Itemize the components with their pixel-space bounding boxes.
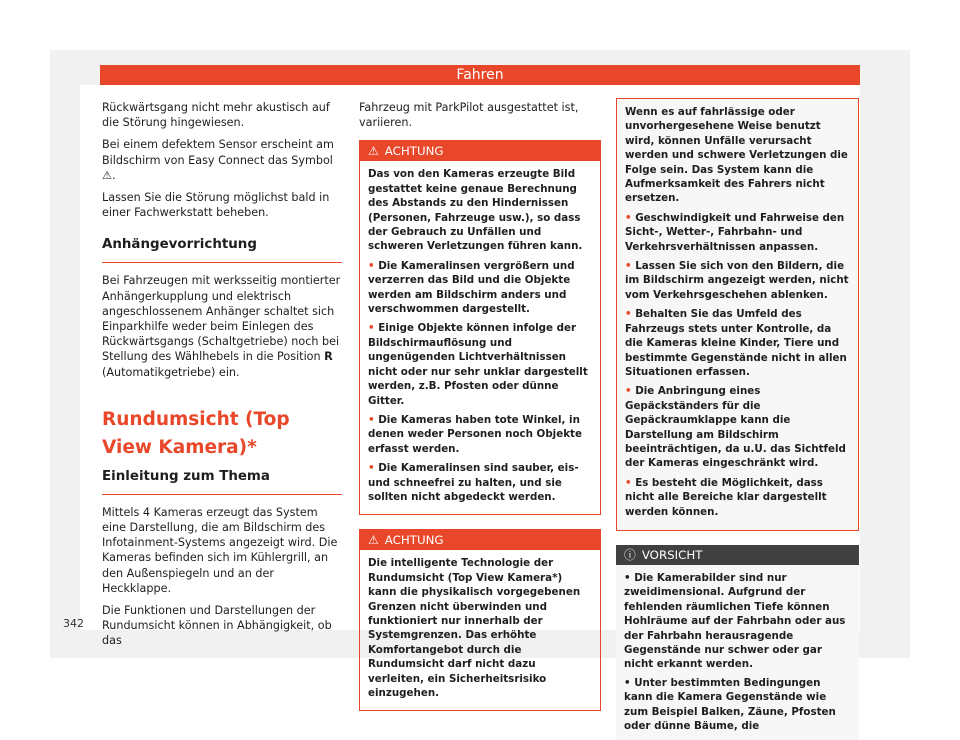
warning-box-header — [360, 530, 600, 550]
warning-continuation-box — [616, 98, 859, 531]
paragraph: Die Funktionen und Darstellungen der Rundumsicht können in Abhängigkeit, ob das — [102, 604, 332, 648]
caution-box-body — [616, 565, 859, 740]
list-item-text: Es besteht die Möglichkeit, dass nicht alle Bereiche klar dargestellt werden können. — [625, 476, 827, 518]
bullet-icon: • — [625, 211, 632, 224]
list-item — [624, 676, 851, 734]
list-item — [368, 321, 592, 407]
warning-title: ACHTUNG — [384, 533, 444, 548]
paragraph-trailer — [102, 273, 342, 379]
list-item-text: Behalten Sie das Umfeld des Fahrzeugs stets unter Kontrolle, da die Kameras kleine Kinder, Tiere und bestimmte Gegenstände nicht in allen Situationen erfassen. — [625, 308, 847, 378]
bullet-icon: • — [625, 308, 632, 321]
list-item — [368, 259, 592, 317]
list-item-text: Unter bestimmten Bedingungen kann die Kamera Gegenstände wie zum Beispiel Balken, Zäune, Pfosten oder dünne Bäume, die — [624, 676, 836, 733]
warning-triangle-icon: ⚠ — [368, 533, 379, 548]
column-left — [102, 100, 342, 656]
paragraph: Mittels 4 Kameras erzeugt das System eine Darstellung, die am Bildschirm des Infotainment-Systems angezeigt wird. Die Kameras befinden sich im Kühlergrill, an den Außenspiegeln und an der Heckklappe. — [102, 505, 338, 595]
caution-box-header — [616, 545, 859, 565]
warning-box — [359, 529, 601, 711]
list-item — [625, 307, 850, 379]
warning-intro: Wenn es auf fahrlässige oder unvorhergesehene Weise benutzt wird, können Unfälle verursacht werden und schwere Verletzungen die Folge sein. Das System kann die Aufmerksamkeit des Fahrers nicht ersetzen. — [625, 106, 848, 205]
bullet-icon: • — [625, 385, 632, 398]
caution-box — [616, 545, 859, 740]
trailer-heading-block — [102, 236, 342, 263]
warning-box-header — [360, 141, 600, 161]
paragraph-text: (Automatikgetriebe) ein. — [102, 365, 240, 379]
paragraph: Rückwärtsgang nicht mehr akustisch auf die Störung hingewiesen. — [102, 101, 330, 130]
paragraph: Fahrzeug mit ParkPilot ausgestattet ist, variieren. — [359, 101, 579, 130]
list-item-text: Einige Objekte können infolge der Bildschirmauflösung und ungenügenden Lichtverhältnissen nicht oder nur sehr unklar dargestellt werden, z.B. Pfosten oder dünne Gitter. — [368, 322, 588, 407]
list-item-text: Die Kameras haben tote Winkel, in denen weder Personen noch Objekte erfasst werden. — [368, 413, 582, 455]
list-item-text: Lassen Sie sich von den Bildern, die im Bildschirm angezeigt werden, nicht vom Verkehrsgeschehen ablenken. — [625, 260, 849, 301]
list-item-text: Die Kameralinsen sind sauber, eis- und schneefrei zu halten, und sie sollten nicht abgedeckt werden. — [368, 462, 579, 503]
bullet-icon: • — [625, 476, 632, 489]
heading-top-view: Rundumsicht (Top View Kamera)* — [102, 408, 290, 458]
bullet-icon: • — [624, 676, 631, 689]
bullet-icon: • — [368, 413, 375, 426]
bullet-icon: • — [368, 462, 375, 475]
list-item-text: Die Kameralinsen vergrößern und verzerren das Bild und die Objekte werden am Bildschirm anders und verschwommen dargestellt. — [368, 259, 575, 316]
paragraph-text: Bei Fahrzeugen mit werksseitig montierter Anhängerkupplung und elektrisch angeschlossenem Anhänger schaltet sich Einparkhilfe weder beim Einlegen des Rückwärtsgangs (Schaltgetriebe) noch bei Stellung des Wählhebels in die Position — [102, 274, 341, 364]
list-item — [625, 211, 850, 254]
gear-position-r: R — [324, 350, 333, 364]
bullet-icon: • — [368, 322, 375, 335]
subheading-intro: Einleitung zum Thema — [102, 468, 270, 484]
list-item-text: Die Kamerabilder sind nur zweidimensional. Aufgrund der fehlenden räumlichen Tiefe können Hohlräume auf der Fahrbahn oder aus der Fahrbahn herausragende Gegenstände nur schwer oder gar nicht erkannt werden. — [624, 571, 846, 671]
list-item — [625, 259, 850, 302]
list-item — [368, 461, 592, 504]
warning-triangle-icon: ⚠ — [368, 144, 379, 159]
list-item — [625, 476, 850, 519]
list-item — [625, 384, 850, 470]
page-number: 342 — [63, 617, 84, 630]
warning-intro: Das von den Kameras erzeugte Bild gestattet keine genaue Berechnung des Abstands zu den Hindernissen (Personen, Fahrzeuge usw.), so dass der Gebrauch zu Unfällen und schweren Verletzungen führen kann. — [368, 168, 583, 253]
warning-title: ACHTUNG — [384, 144, 444, 159]
subheading-trailer: Anhängevorrichtung — [102, 237, 257, 253]
paragraph: Lassen Sie die Störung möglichst bald in einer Fachwerkstatt beheben. — [102, 191, 330, 220]
info-circle-icon: ⓘ — [624, 547, 636, 562]
list-item — [368, 413, 592, 456]
warning-box — [359, 140, 601, 515]
bullet-icon: • — [368, 259, 375, 272]
warning-box-body — [360, 550, 600, 710]
column-right — [616, 98, 859, 740]
list-item — [624, 571, 851, 672]
paragraph: Bei einem defektem Sensor erscheint am Bildschirm von Easy Connect das Symbol ⚠. — [102, 138, 334, 182]
bullet-icon: • — [625, 260, 632, 273]
list-item-text: Die Anbringung eines Gepäckständers für die Gepäckraumklappe kann die Darstellung am Bildschirm beeinträchtigen, da u.U. das Sichtfeld der Kameras eingeschränkt wird. — [625, 385, 846, 470]
caution-title: VORSICHT — [641, 547, 703, 562]
list-item-text: Geschwindigkeit und Fahrweise den Sicht-, Wetter-, Fahrbahn- und Verkehrsverhältnissen anpassen. — [625, 211, 845, 253]
warning-text: Die intelligente Technologie der Rundumsicht (Top View Kamera*) kann die physikalisch vorgegebenen Grenzen nicht überwinden und funktioniert nur innerhalb der Systemgrenzen. Das erhöhte Komfortangebot durch die Rundumsicht darf nicht dazu verleiten, ein Sicherheitsrisiko einzugehen. — [368, 557, 581, 699]
column-middle — [359, 100, 601, 711]
warning-box-body — [360, 161, 600, 514]
intro-heading-block — [102, 468, 342, 495]
section-banner: Fahren — [100, 65, 860, 85]
bullet-icon: • — [624, 571, 631, 584]
